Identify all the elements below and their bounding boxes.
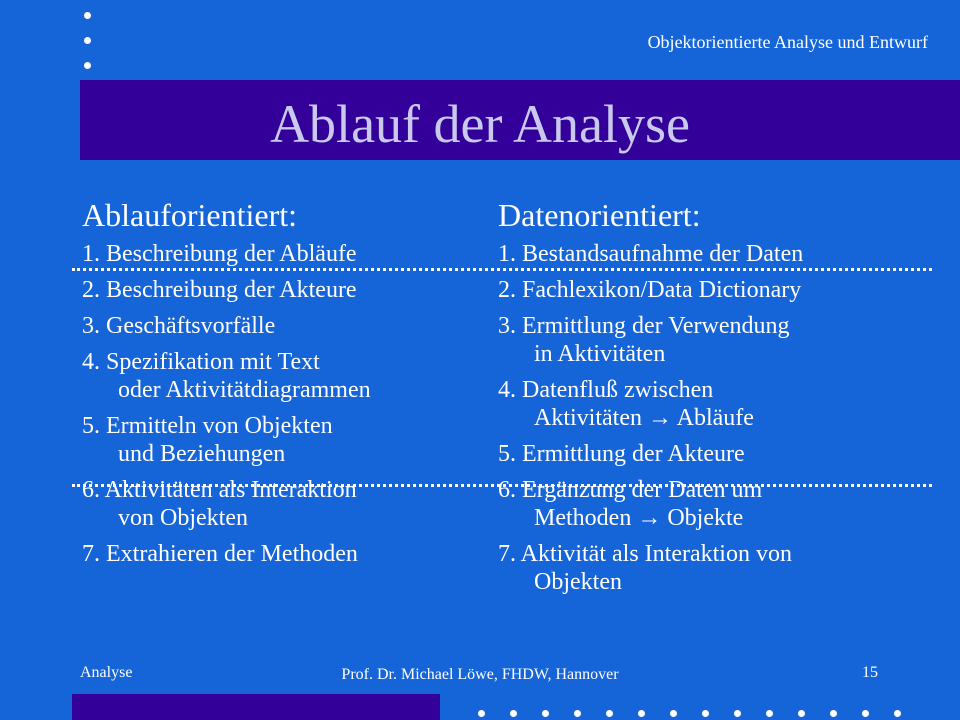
decorative-dot: [862, 710, 869, 717]
footer-bar: [72, 694, 440, 720]
decorative-dot: [542, 710, 549, 717]
decorative-dot: [638, 710, 645, 717]
list-item: [82, 412, 482, 468]
list-item: [82, 276, 482, 304]
step-text: 3. Geschäftsvorfälle: [82, 313, 276, 339]
slide-title: Ablauf der Analyse: [270, 94, 690, 154]
right-column-heading: Datenorientiert:: [498, 197, 701, 233]
step-continuation: von Objekten: [118, 505, 248, 531]
step-text: 5. Ermittlung der Akteure: [498, 441, 745, 467]
left-column-heading: Ablauforientiert:: [82, 197, 298, 233]
decorative-dot: [894, 710, 901, 717]
step-continuation: in Aktivitäten: [534, 341, 666, 367]
list-item: [498, 240, 938, 268]
list-item: [498, 376, 938, 432]
step-text: 5. Ermitteln von Objekten: [82, 413, 333, 439]
course-title: Objektorientierte Analyse und Entwurf: [647, 32, 928, 52]
list-item: [82, 540, 482, 568]
list-item: [498, 540, 938, 596]
decorative-dot: [734, 710, 741, 717]
step-text: 4. Datenfluß zwischen: [498, 377, 714, 403]
step-text: 2. Beschreibung der Akteure: [82, 277, 357, 303]
step-text: 7. Extrahieren der Methoden: [82, 541, 358, 567]
decorative-dot: [670, 710, 677, 717]
decorative-dot: [702, 710, 709, 717]
step-continuation: oder Aktivitätdiagrammen: [118, 377, 371, 403]
decorative-dot: [830, 710, 837, 717]
list-item: [82, 348, 482, 404]
step-continuation: Aktivitäten → Abläufe: [534, 405, 754, 431]
footer-author: Prof. Dr. Michael Löwe, FHDW, Hannover: [341, 666, 619, 683]
list-item: [82, 240, 482, 268]
decorative-dot: [84, 12, 91, 19]
step-text: 4. Spezifikation mit Text: [82, 349, 320, 375]
step-text: 1. Beschreibung der Abläufe: [82, 241, 357, 267]
step-text: 2. Fachlexikon/Data Dictionary: [498, 277, 802, 303]
decorative-dot: [766, 710, 773, 717]
decorative-dot: [84, 37, 91, 44]
step-text: 1. Bestandsaufnahme der Daten: [498, 241, 804, 267]
decorative-dot: [574, 710, 581, 717]
left-column: [82, 196, 482, 576]
step-continuation: Methoden → Objekte: [534, 505, 744, 531]
step-continuation: und Beziehungen: [118, 441, 286, 467]
list-item: [82, 312, 482, 340]
decorative-dot: [798, 710, 805, 717]
footer-section-label: Analyse: [80, 664, 133, 681]
page-number: 15: [862, 664, 878, 681]
decorative-dot: [84, 62, 91, 69]
list-item: [498, 440, 938, 468]
right-column: [498, 196, 938, 604]
step-continuation: Objekten: [534, 569, 622, 595]
list-item: [498, 276, 938, 304]
list-item: [498, 476, 938, 532]
step-text: 6. Aktivitäten als Interaktion: [82, 477, 357, 503]
step-text: 7. Aktivität als Interaktion von: [498, 541, 792, 567]
list-item: [82, 476, 482, 532]
step-text: 3. Ermittlung der Verwendung: [498, 313, 790, 339]
list-item: [498, 312, 938, 368]
decorative-dot: [606, 710, 613, 717]
decorative-dot: [478, 710, 485, 717]
decorative-dot: [510, 710, 517, 717]
step-text: 6. Ergänzung der Daten um: [498, 477, 763, 503]
